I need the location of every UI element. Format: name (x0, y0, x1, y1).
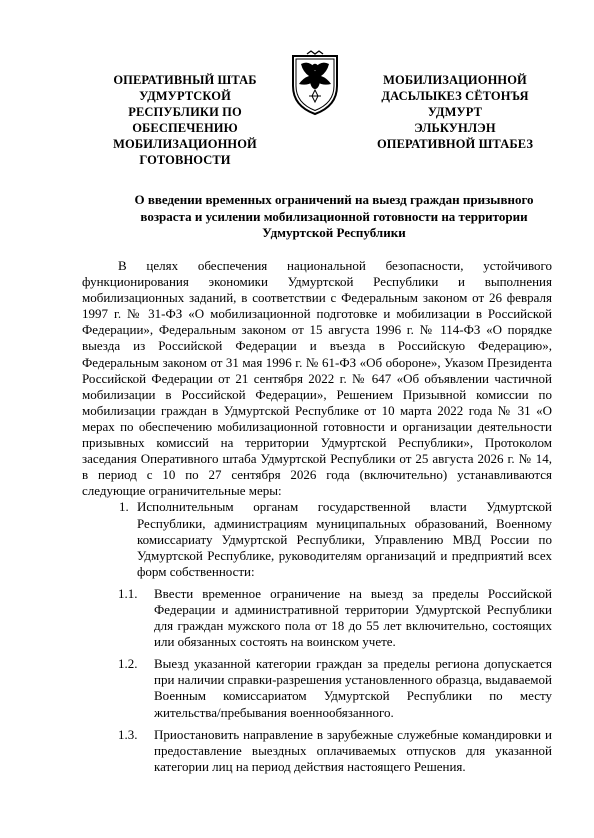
item-text: Приостановить направление в зарубежные служебные командировки и предоставление выездных оплачиваемых отпусков для указанной категории лиц на период действия настоящего Решения. (154, 726, 552, 774)
issuer-line: ОПЕРАТИВНЫЙ ШТАБ (113, 73, 257, 87)
document-body (82, 258, 552, 775)
issuer-line: ОБЕСПЕЧЕНИЮ (132, 121, 238, 135)
item-number: 1.2. (118, 656, 138, 672)
item-number: 1.3. (118, 726, 138, 742)
item-text: Исполнительным органам государственной власти Удмуртской Республики, администрациям муниципальных образований, Военному комиссариату Удмуртской Республики, Управлению МВД России по Удмуртской Республике, руководителям организаций и предприятий всех форм собственности: (137, 499, 552, 579)
issuer-line: ГОТОВНОСТИ (139, 153, 231, 167)
item-text: Выезд указанной категории граждан за пределы региона допускается при наличии справки-разрешения установленного образца, выдаваемой Военным комиссариатом Удмуртской Республики по месту жительства/пребывания военнообязанного. (154, 656, 552, 720)
list-item (119, 499, 552, 579)
list-item (118, 656, 552, 720)
issuer-name-russian (95, 72, 275, 168)
item-number: 1.1. (118, 585, 138, 601)
item-number: 1. (119, 499, 129, 515)
intro-paragraph: В целях обеспечения национальной безопасности, устойчивого функционирования экономики Удмуртской Республики и выполнения мобилизационных заданий, в соответствии с Федеральным законом от 26 февраля 1997 г. № 31-ФЗ «О мобилизационной подготовке и мобилизации в Российской Федерации», Федеральным законом от 15 августа 1996 г. № 114-ФЗ «О порядке выезда из Российской Федерации и въезда в Российскую Федерацию», Федеральным законом от 31 мая 1996 г. № 61-ФЗ «Об обороне», Указом Президента Российской Федерации от 21 сентября 2022 г. № 647 «Об объявлении частичной мобилизации в Российской Федерации», Решением Призывной комиссии по мобилизации граждан в Удмуртской Республике от 10 марта 2022 года № 31 «О мерах по обеспечению мобилизационной готовности и организации деятельности призывных комиссий на территории Удмуртской Республики», Протоколом заседания Оперативного штаба Удмуртской Республики от 25 августа 2026 г. № 14, в период с 10 по 27 сентября 2026 года (включительно) устанавливаются следующие ограничительные меры: (82, 258, 552, 499)
document-title: О введении временных ограничений на выезд граждан призывного возраста и усилении мобилизационной готовности на территории Удмуртской Республики (134, 192, 534, 240)
issuer-line: ЭЛЬКУНЛЭН (414, 121, 496, 135)
issuer-line: ДАСЬЛЫКЕЗ СЁТОНЪЯ (381, 89, 529, 103)
issuer-line: МОБИЛИЗАЦИОННОЙ (383, 73, 527, 87)
issuer-name-udmurt (355, 72, 555, 152)
issuer-line: УДМУРТСКОЙ (139, 89, 231, 103)
item-text: Ввести временное ограничение на выезд за пределы Российской Федерации и административной территории Удмуртской Республики для граждан мужского пола от 18 до 55 лет включительно, состоящих или обязанных состоять на воинском учете. (154, 585, 552, 650)
issuer-line: МОБИЛИЗАЦИОННОЙ (113, 137, 257, 151)
issuer-line: ОПЕРАТИВНОЙ ШТАБЕЗ (376, 137, 534, 151)
issuer-line: РЕСПУБЛИКИ ПО (128, 105, 242, 119)
list-item (118, 726, 552, 775)
udmurt-coat-of-arms-icon (285, 50, 345, 118)
list-item (118, 585, 552, 650)
issuer-line: УДМУРТ (427, 105, 483, 119)
